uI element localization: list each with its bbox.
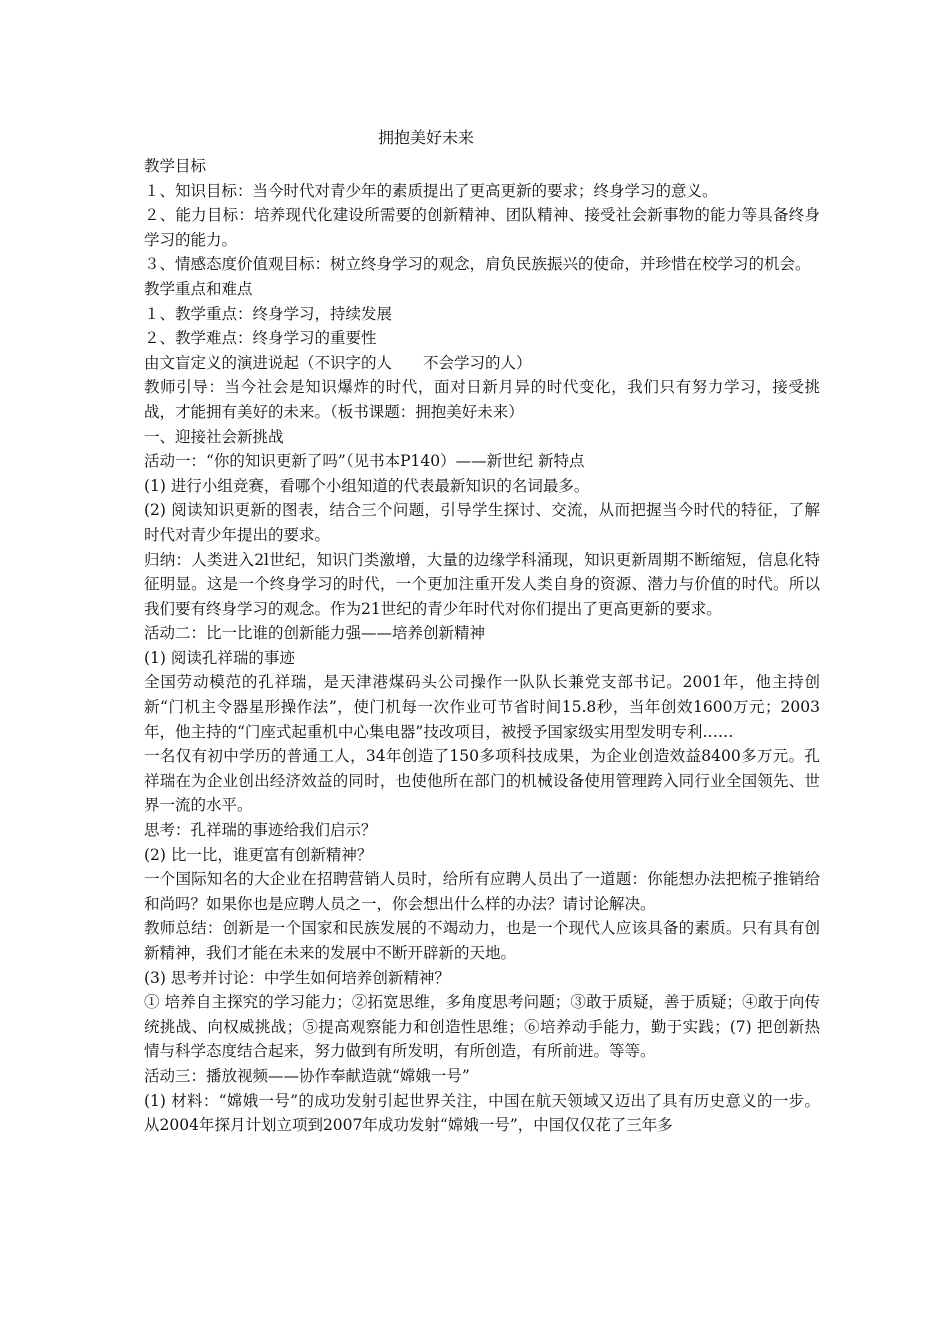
paragraph: ２、能力目标：培养现代化建设所需要的创新精神、团队精神、接受社会新事物的能力等具备终身学习的能力。 — [144, 206, 820, 249]
paragraph: １、教学重点：终身学习，持续发展 — [144, 304, 393, 323]
paragraph: 教学重点和难点 — [144, 279, 253, 298]
paragraph: 思考：孔祥瑞的事迹给我们启示？ — [144, 821, 377, 840]
document-title: 拥抱美好未来 — [378, 128, 475, 147]
paragraph: (2) 比一比，谁更富有创新精神？ — [144, 845, 373, 864]
paragraph: 教师总结：创新是一个国家和民族发展的不竭动力，也是一个现代人应该具备的素质。只有具有创新精神，我们才能在未来的发展中不断开辟新的天地。 — [144, 919, 820, 962]
paragraph: 一名仅有初中学历的普通工人，34年创造了150多项科技成果，为企业创造效益8400多万元。孔祥瑞在为企业创出经济效益的同时，也使他所在部门的机械设备使用管理跨入同行业全国领先、世界一流的水平。 — [144, 747, 820, 815]
paragraph: ① 培养自主探究的学习能力；②拓宽思维，多角度思考问题；③敢于质疑，善于质疑；④敢于向传统挑战、向权威挑战；⑤提高观察能力和创造性思维；⑥培养动手能力，勤于实践；(7) 把创新热情与科学态度结合起来，努力做到有所发明，有所创造，有所前进。等等。 — [144, 993, 820, 1061]
paragraph: 归纳：人类进入2l世纪，知识门类激增，大量的边缘学科涌现，知识更新周期不断缩短，信息化特征明显。这是一个终身学习的时代，一个更加注重开发人类自身的资源、潜力与价值的时代。所以我们要有终身学习的观念。作为21世纪的青少年时代对你们提出了更高更新的要求。 — [144, 550, 820, 618]
paragraph: 一个国际知名的大企业在招聘营销人员时，给所有应聘人员出了一道题：你能想办法把梳子推销给和尚吗？如果你也是应聘人员之一，你会想出什么样的办法？请讨论解决。 — [144, 870, 820, 913]
paragraph: 活动一：“你的知识更新了吗”（见书本P140）——新世纪 新特点 — [144, 452, 585, 471]
paragraph: (1) 阅读孔祥瑞的事迹 — [144, 648, 295, 667]
paragraph: 活动二：比一比谁的创新能力强——培养创新精神 — [144, 624, 486, 643]
paragraph: (1) 进行小组竞赛，看哪个小组知道的代表最新知识的名词最多。 — [144, 476, 590, 495]
document-body — [144, 154, 820, 1138]
paragraph: ２、教学难点：终身学习的重要性 — [144, 329, 377, 348]
paragraph: ３、情感态度价值观目标：树立终身学习的观念，肩负民族振兴的使命，并珍惜在校学习的机会。 — [144, 255, 811, 274]
paragraph: 全国劳动模范的孔祥瑞，是天津港煤码头公司操作一队队长兼党支部书记。2001年，他主持创新“门机主令器星形操作法”，使门机每一次作业可节省时间15.8秒，当年创效1600万元；2003年，他主持的“门座式起重机中心集电器”技改项目，被授予国家级实用型发明专利…… — [144, 673, 820, 741]
paragraph: 活动三：播放视频——协作奉献造就“嫦娥一号” — [144, 1066, 470, 1085]
paragraph: 教学目标 — [144, 157, 207, 175]
paragraph: 教师引导：当今社会是知识爆炸的时代，面对日新月异的时代变化，我们只有努力学习，接受挑战，才能拥有美好的未来。（板书课题：拥抱美好未来） — [144, 378, 820, 421]
paragraph: 由文盲定义的演进说起（不识字的人 不会学习的人） — [144, 353, 532, 372]
paragraph: １、知识目标：当今时代对青少年的素质提出了更高更新的要求；终身学习的意义。 — [144, 181, 718, 200]
paragraph: (1) 材料：“嫦娥一号”的成功发射引起世界关注，中国在航天领域又迈出了具有历史意义的一步。从2004年探月计划立项到2007年成功发射“嫦娥一号”，中国仅仅花了三年多 — [144, 1091, 820, 1135]
paragraph: (3) 思考并讨论：中学生如何培养创新精神？ — [144, 968, 450, 987]
paragraph: 一、迎接社会新挑战 — [144, 427, 284, 446]
paragraph: (2) 阅读知识更新的图表，结合三个问题，引导学生探讨、交流，从而把握当今时代的特征，了解时代对青少年提出的要求。 — [144, 501, 820, 544]
